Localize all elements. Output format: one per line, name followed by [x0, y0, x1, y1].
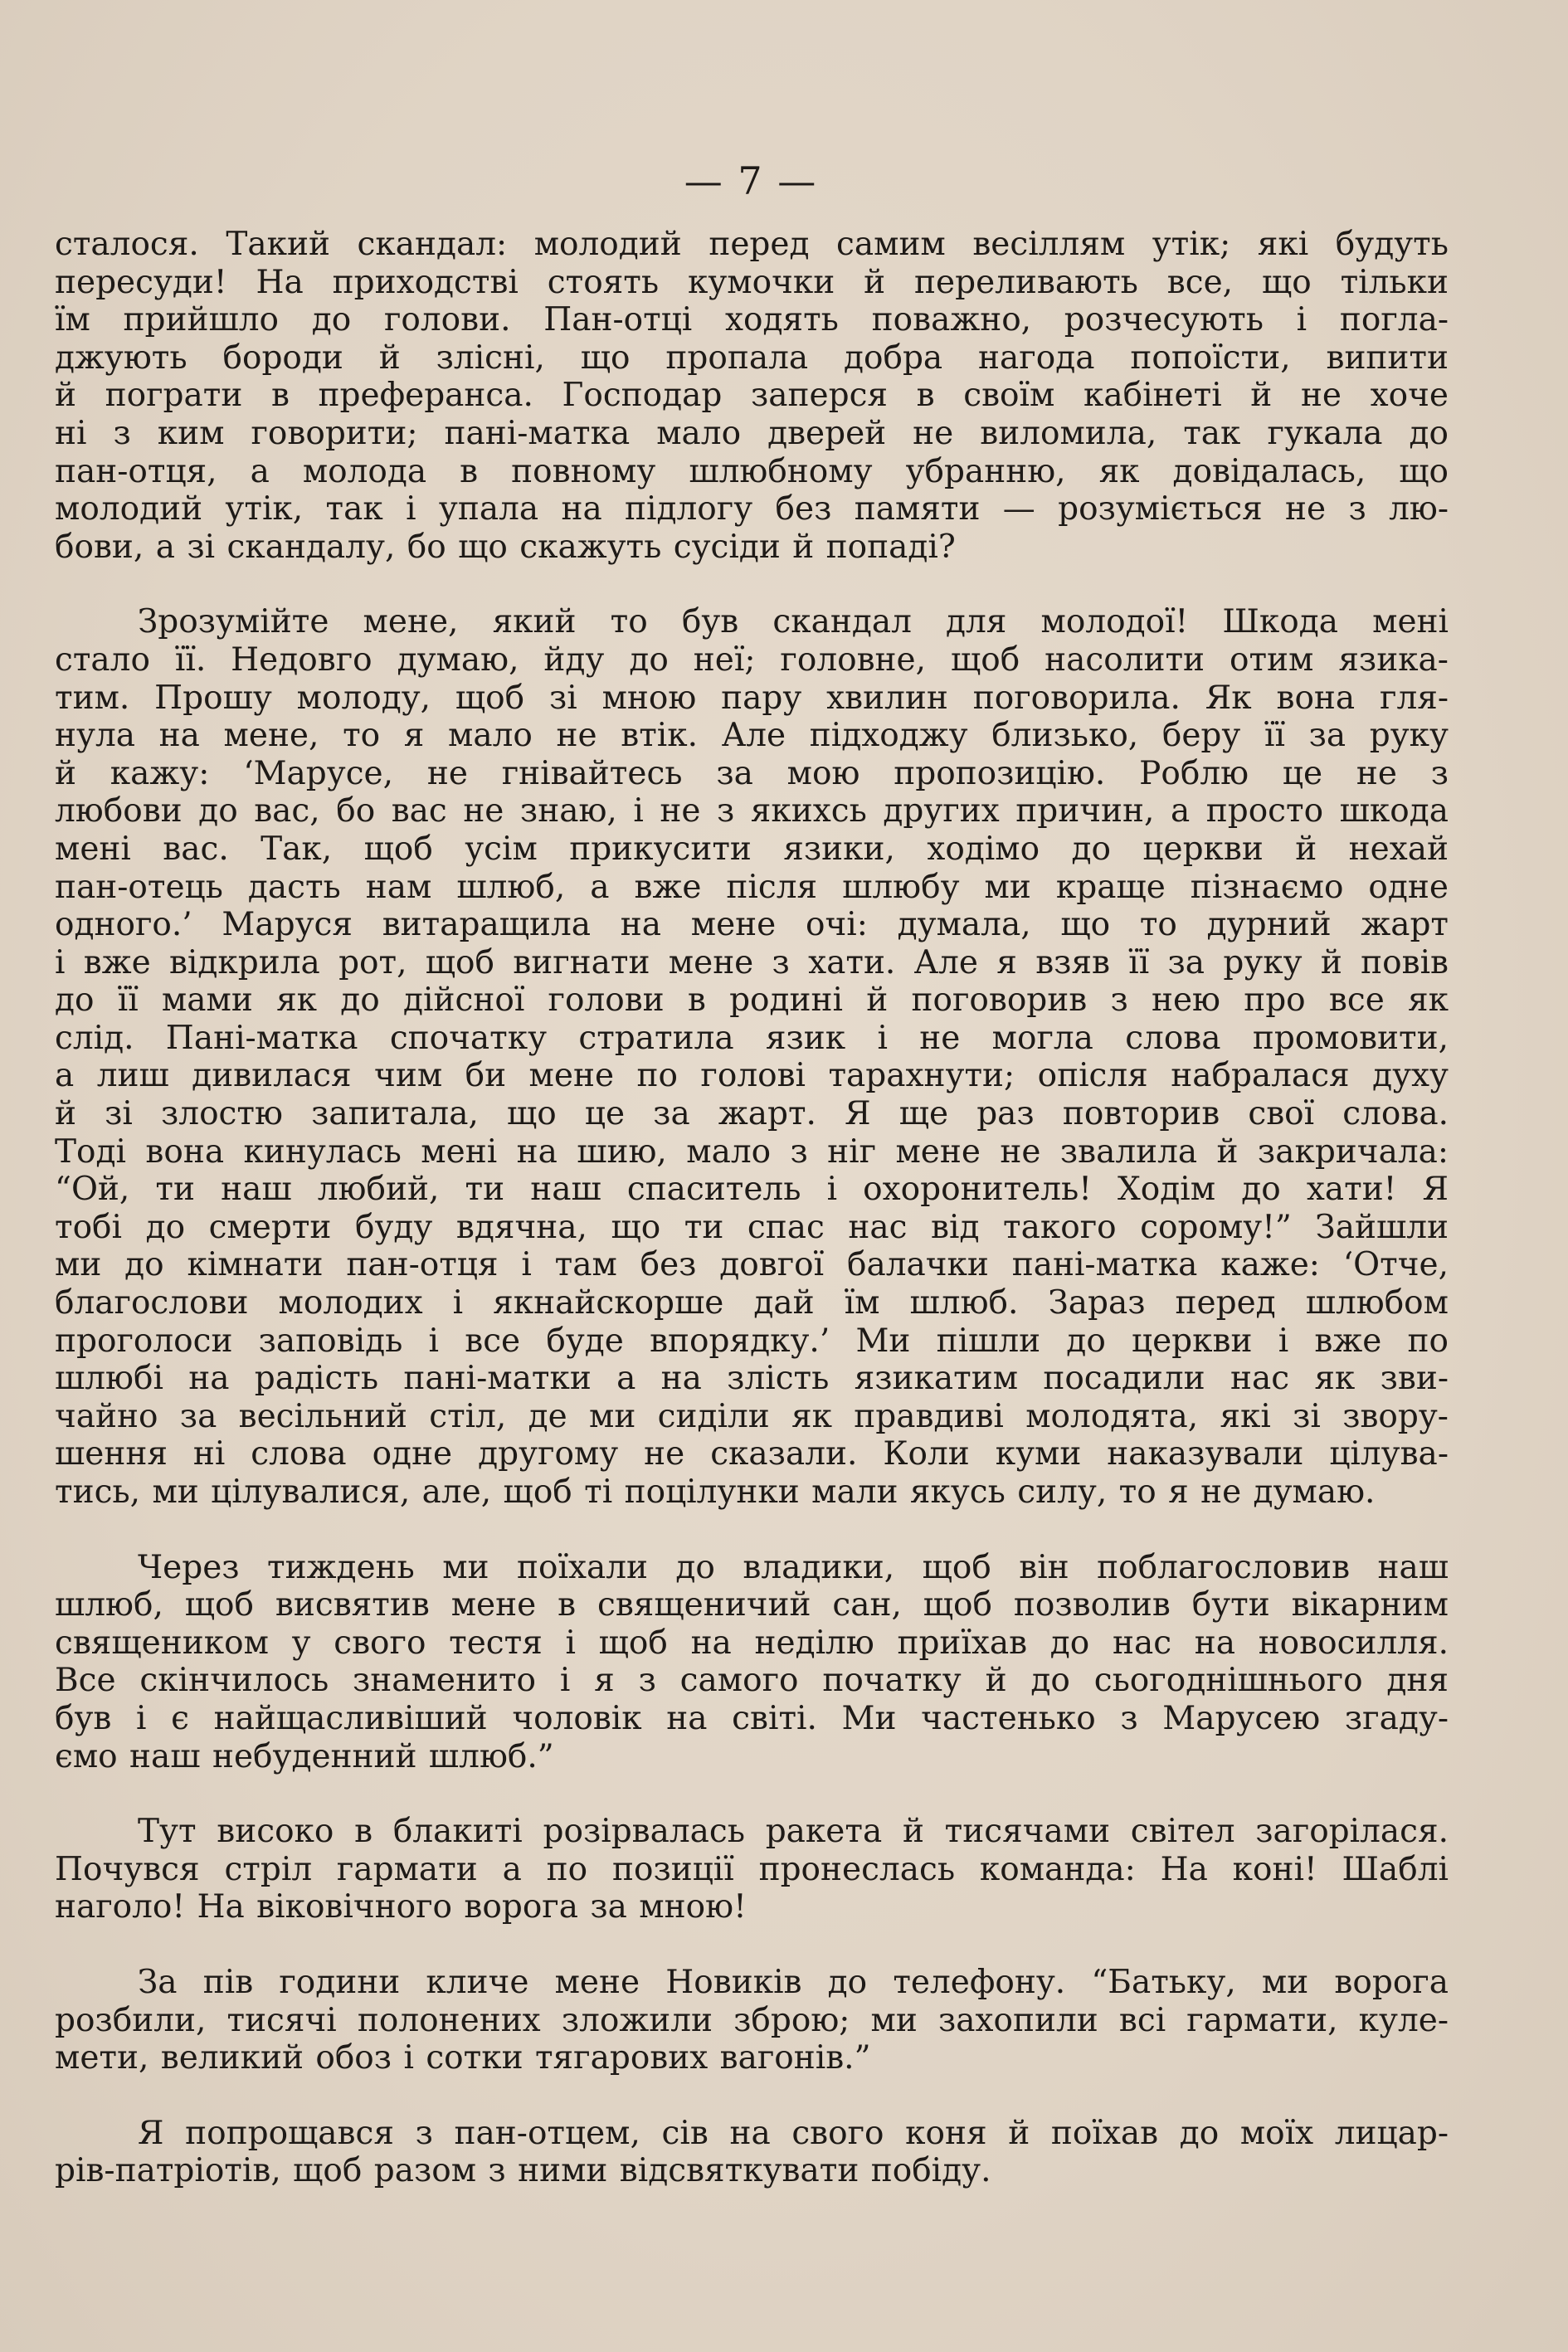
text-line: Почувся стріл гармати а по позиції пронеслась команда: На коні! Шаблі [55, 1850, 1449, 1888]
text-line: їм прийшло до голови. Пан-отці ходять поважно, розчесують і погла- [55, 301, 1449, 339]
text-line: Все скінчилось знаменито і я з самого початку й до сьогоднішнього дня [55, 1662, 1449, 1700]
text-line: розбили, тисячі полонених зложили зброю; ми захопили всі гармати, куле- [55, 2001, 1449, 2039]
text-line: чайно за весільний стіл, де ми сиділи як правдиві молодята, які зі звору- [55, 1397, 1449, 1435]
text-body [55, 226, 1449, 2190]
paragraph-6 [55, 2115, 1449, 2190]
text-line: любови до вас, бо вас не знаю, і не з якихсь других причин, а просто шкода [55, 792, 1449, 830]
text-line: ємо наш небуденний шлюб.” [55, 1737, 554, 1775]
text-line: до її мами як до дійсної голови в родині й поговорив з нею про все як [55, 981, 1449, 1020]
text-line: шлюб, щоб висвятив мене в священичий сан, щоб позволив бути вікарним [55, 1586, 1449, 1624]
text-line: джують бороди й злісні, що пропала добра нагода попоїсти, випити [55, 338, 1449, 377]
text-line: мети, великий обоз і сотки тягарових вагонів.” [55, 2039, 871, 2077]
text-line: священиком у свого тестя і щоб на неділю приїхав до нас на новосилля. [55, 1624, 1449, 1662]
text-line: й кажу: ‘Марусе, не гнівайтесь за мою пропозицію. Роблю це не з [55, 754, 1449, 792]
text-line: За пів години кличе мене Новиків до телефону. “Батьку, ми ворога [138, 1963, 1449, 2001]
text-line: Тоді вона кинулась мені на шию, мало з ніг мене не звалила й закричала: [55, 1132, 1449, 1171]
text-line: наголо! На віковічного ворога за мною! [55, 1888, 747, 1926]
text-line: слід. Пані-матка спочатку стратила язик і не могла слова промовити, [55, 1019, 1449, 1057]
text-line: стало її. Недовго думаю, йду до неї; головне, щоб насолити отим язика- [55, 640, 1449, 679]
text-line: й пограти в преферанса. Господар заперся в своїм кабінеті й не хоче [55, 377, 1449, 415]
text-line: тобі до смерти буду вдячна, що ти спас нас від такого сорому!” Зайшли [55, 1208, 1449, 1246]
text-line: й зі злостю запитала, що це за жарт. Я ще раз повторив свої слова. [55, 1095, 1449, 1133]
text-line: сталося. Такий скандал: молодий перед самим весіллям утік; які будуть [55, 226, 1449, 263]
text-line: бови, а зі скандалу, бо що скажуть сусіди й попаді? [55, 528, 956, 566]
text-line: “Ой, ти наш любий, ти наш спаситель і охоронитель! Ходім до хати! Я [55, 1171, 1449, 1209]
paragraph-3 [55, 1549, 1449, 1776]
text-line: ми до кімнати пан-отця і там без довгої балачки пані-матка каже: ‘Отче, [55, 1246, 1449, 1284]
text-line: і вже відкрила рот, щоб вигнати мене з хати. Але я взяв її за руку й повів [55, 943, 1449, 981]
text-line: проголоси заповідь і все буде впорядку.’ Ми пішли до церкви і вже по [55, 1322, 1449, 1360]
text-line: тим. Прошу молоду, щоб зі мною пару хвилин поговорила. Як вона гля- [55, 679, 1449, 717]
paragraph-2 [55, 603, 1449, 1511]
text-line: мені вас. Так, щоб усім прикусити язики, ходімо до церкви й нехай [55, 830, 1449, 868]
text-line: тись, ми цілувалися, але, щоб ті поцілунки мали якусь силу, то я не думаю. [55, 1473, 1376, 1511]
paragraph-4 [55, 1813, 1449, 1926]
text-line: Я попрощався з пан-отцем, сів на свого коня й поїхав до моїх лицар- [138, 2114, 1449, 2152]
text-line: нула на мене, то я мало не втік. Але підходжу близько, беру її за руку [55, 717, 1449, 755]
paragraph-1 [55, 226, 1449, 566]
page-number: — 7 — [684, 158, 818, 203]
text-line: шлюбі на радість пані-матки а на злість язикатим посадили нас як зви- [55, 1360, 1449, 1398]
text-line: пан-отця, а молода в повному шлюбному убранню, як довідалась, що [55, 452, 1449, 490]
text-line: одного.’ Маруся витаращила на мене очі: думала, що то дурний жарт [55, 906, 1449, 944]
text-line: шення ні слова одне другому не сказали. Коли куми наказували цілува- [55, 1435, 1449, 1473]
text-line: Через тиждень ми поїхали до владики, щоб він поблагословив наш [138, 1548, 1449, 1586]
text-line: ні з ким говорити; пані-матка мало дверей не виломила, так гукала до [55, 414, 1449, 452]
text-line: пересуди! На приходстві стоять кумочки й переливають все, що тільки [55, 263, 1449, 301]
text-line: рів-патріотів, щоб разом з ними відсвяткувати побіду. [55, 2152, 991, 2190]
text-line: а лиш дивилася чим би мене по голові тарахнути; опісля набралася духу [55, 1057, 1449, 1095]
paragraph-5 [55, 1964, 1449, 2077]
text-line: молодий утік, так і упала на підлогу без памяти — розуміється не з лю- [55, 490, 1449, 528]
text-line: Тут високо в блакиті розірвалась ракета й тисячами світел загорілася. [138, 1813, 1449, 1851]
text-line: пан-отець дасть нам шлюб, а вже після шлюбу ми краще пізнаємо одне [55, 868, 1449, 906]
text-line: благослови молодих і якнайскорше дай їм шлюб. Зараз перед шлюбом [55, 1284, 1449, 1322]
text-line: Зрозумійте мене, який то був скандал для молодої! Шкода мені [138, 603, 1449, 641]
text-line: був і є найщасливіший чоловік на світі. Ми частенько з Марусею згаду- [55, 1699, 1449, 1737]
